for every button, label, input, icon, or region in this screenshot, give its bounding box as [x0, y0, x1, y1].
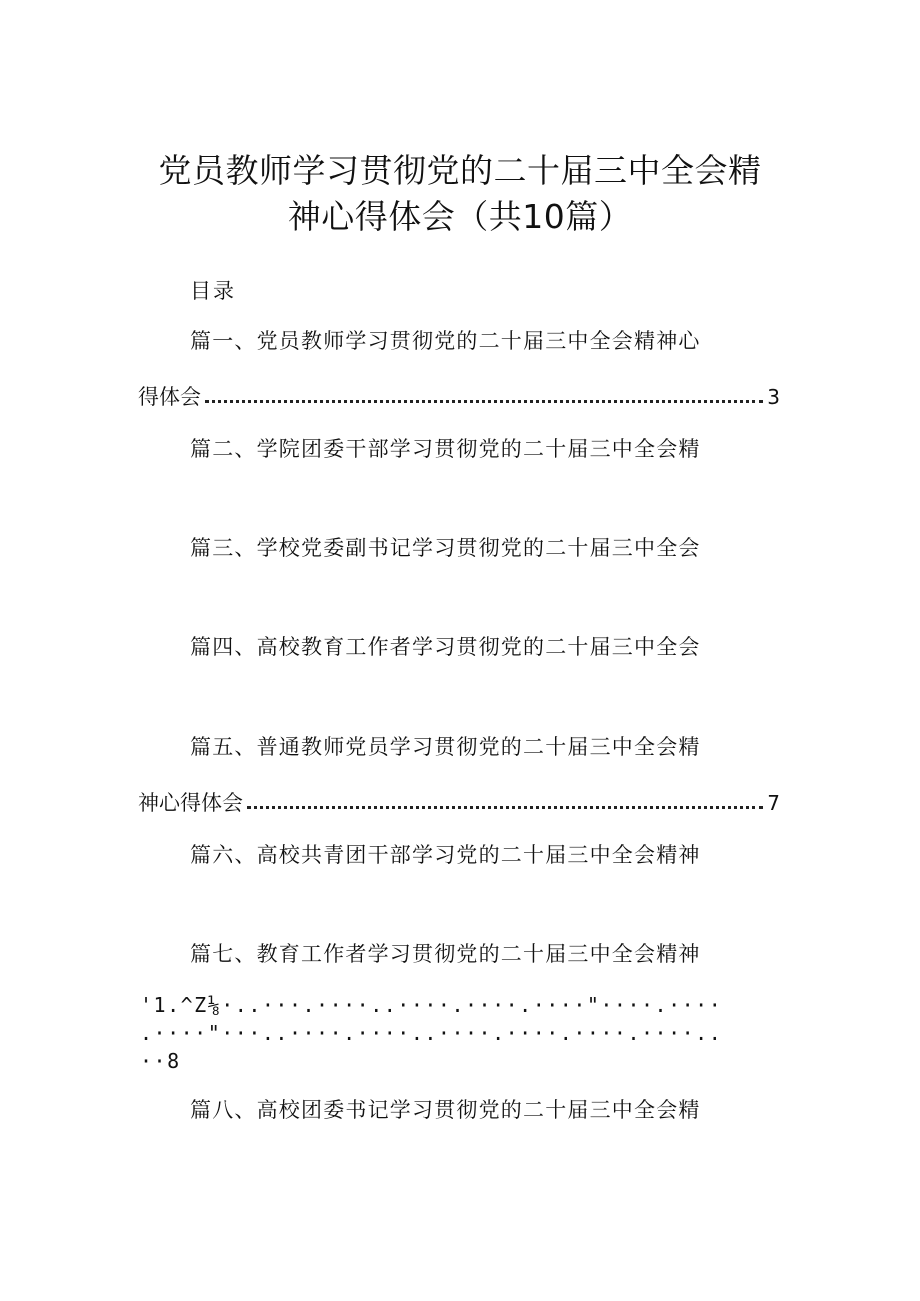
toc-entry-8[interactable]: 篇八、高校团委书记学习贯彻党的二十届三中全会精: [190, 1098, 701, 1122]
title-line-2: 神心得体会（共10篇）: [287, 197, 633, 236]
toc-entry-1-page-number: 3: [767, 385, 780, 409]
toc-entry-5-continuation: 神心得体会: [138, 791, 243, 815]
toc-entry-1-continuation: 得体会: [138, 385, 201, 409]
toc-heading: 目录: [190, 279, 236, 303]
toc-entry-6[interactable]: 篇六、高校共青团干部学习党的二十届三中全会精神: [190, 843, 701, 867]
toc-entry-1-leader[interactable]: [138, 380, 780, 410]
title-line-1: 党员教师学习贯彻党的二十届三中全会精: [158, 151, 762, 190]
dot-leader: [205, 400, 763, 403]
toc-entry-5[interactable]: 篇五、普通教师党员学习贯彻党的二十届三中全会精: [190, 735, 701, 759]
dot-leader: [247, 806, 763, 809]
toc-entry-7-garbled-line-3: ··8: [140, 1049, 181, 1073]
toc-entry-7-garbled-line-1: '1.^Z⅛·..···.····..····.····.····"····.····: [140, 993, 723, 1017]
toc-entry-3[interactable]: 篇三、学校党委副书记学习贯彻党的二十届三中全会: [190, 536, 701, 560]
document-title: [120, 148, 800, 240]
toc-entry-5-leader[interactable]: [138, 786, 780, 816]
toc-entry-2[interactable]: 篇二、学院团委干部学习贯彻党的二十届三中全会精: [190, 437, 701, 461]
toc-entry-7[interactable]: 篇七、教育工作者学习贯彻党的二十届三中全会精神: [190, 942, 701, 966]
toc-entry-5-page-number: 7: [767, 791, 780, 815]
toc-entry-4[interactable]: 篇四、高校教育工作者学习贯彻党的二十届三中全会: [190, 635, 701, 659]
toc-entry-7-garbled-line-2: .····"···..····.····..····.····.····.····..: [140, 1021, 723, 1045]
toc-entry-1[interactable]: 篇一、党员教师学习贯彻党的二十届三中全会精神心: [190, 329, 701, 353]
